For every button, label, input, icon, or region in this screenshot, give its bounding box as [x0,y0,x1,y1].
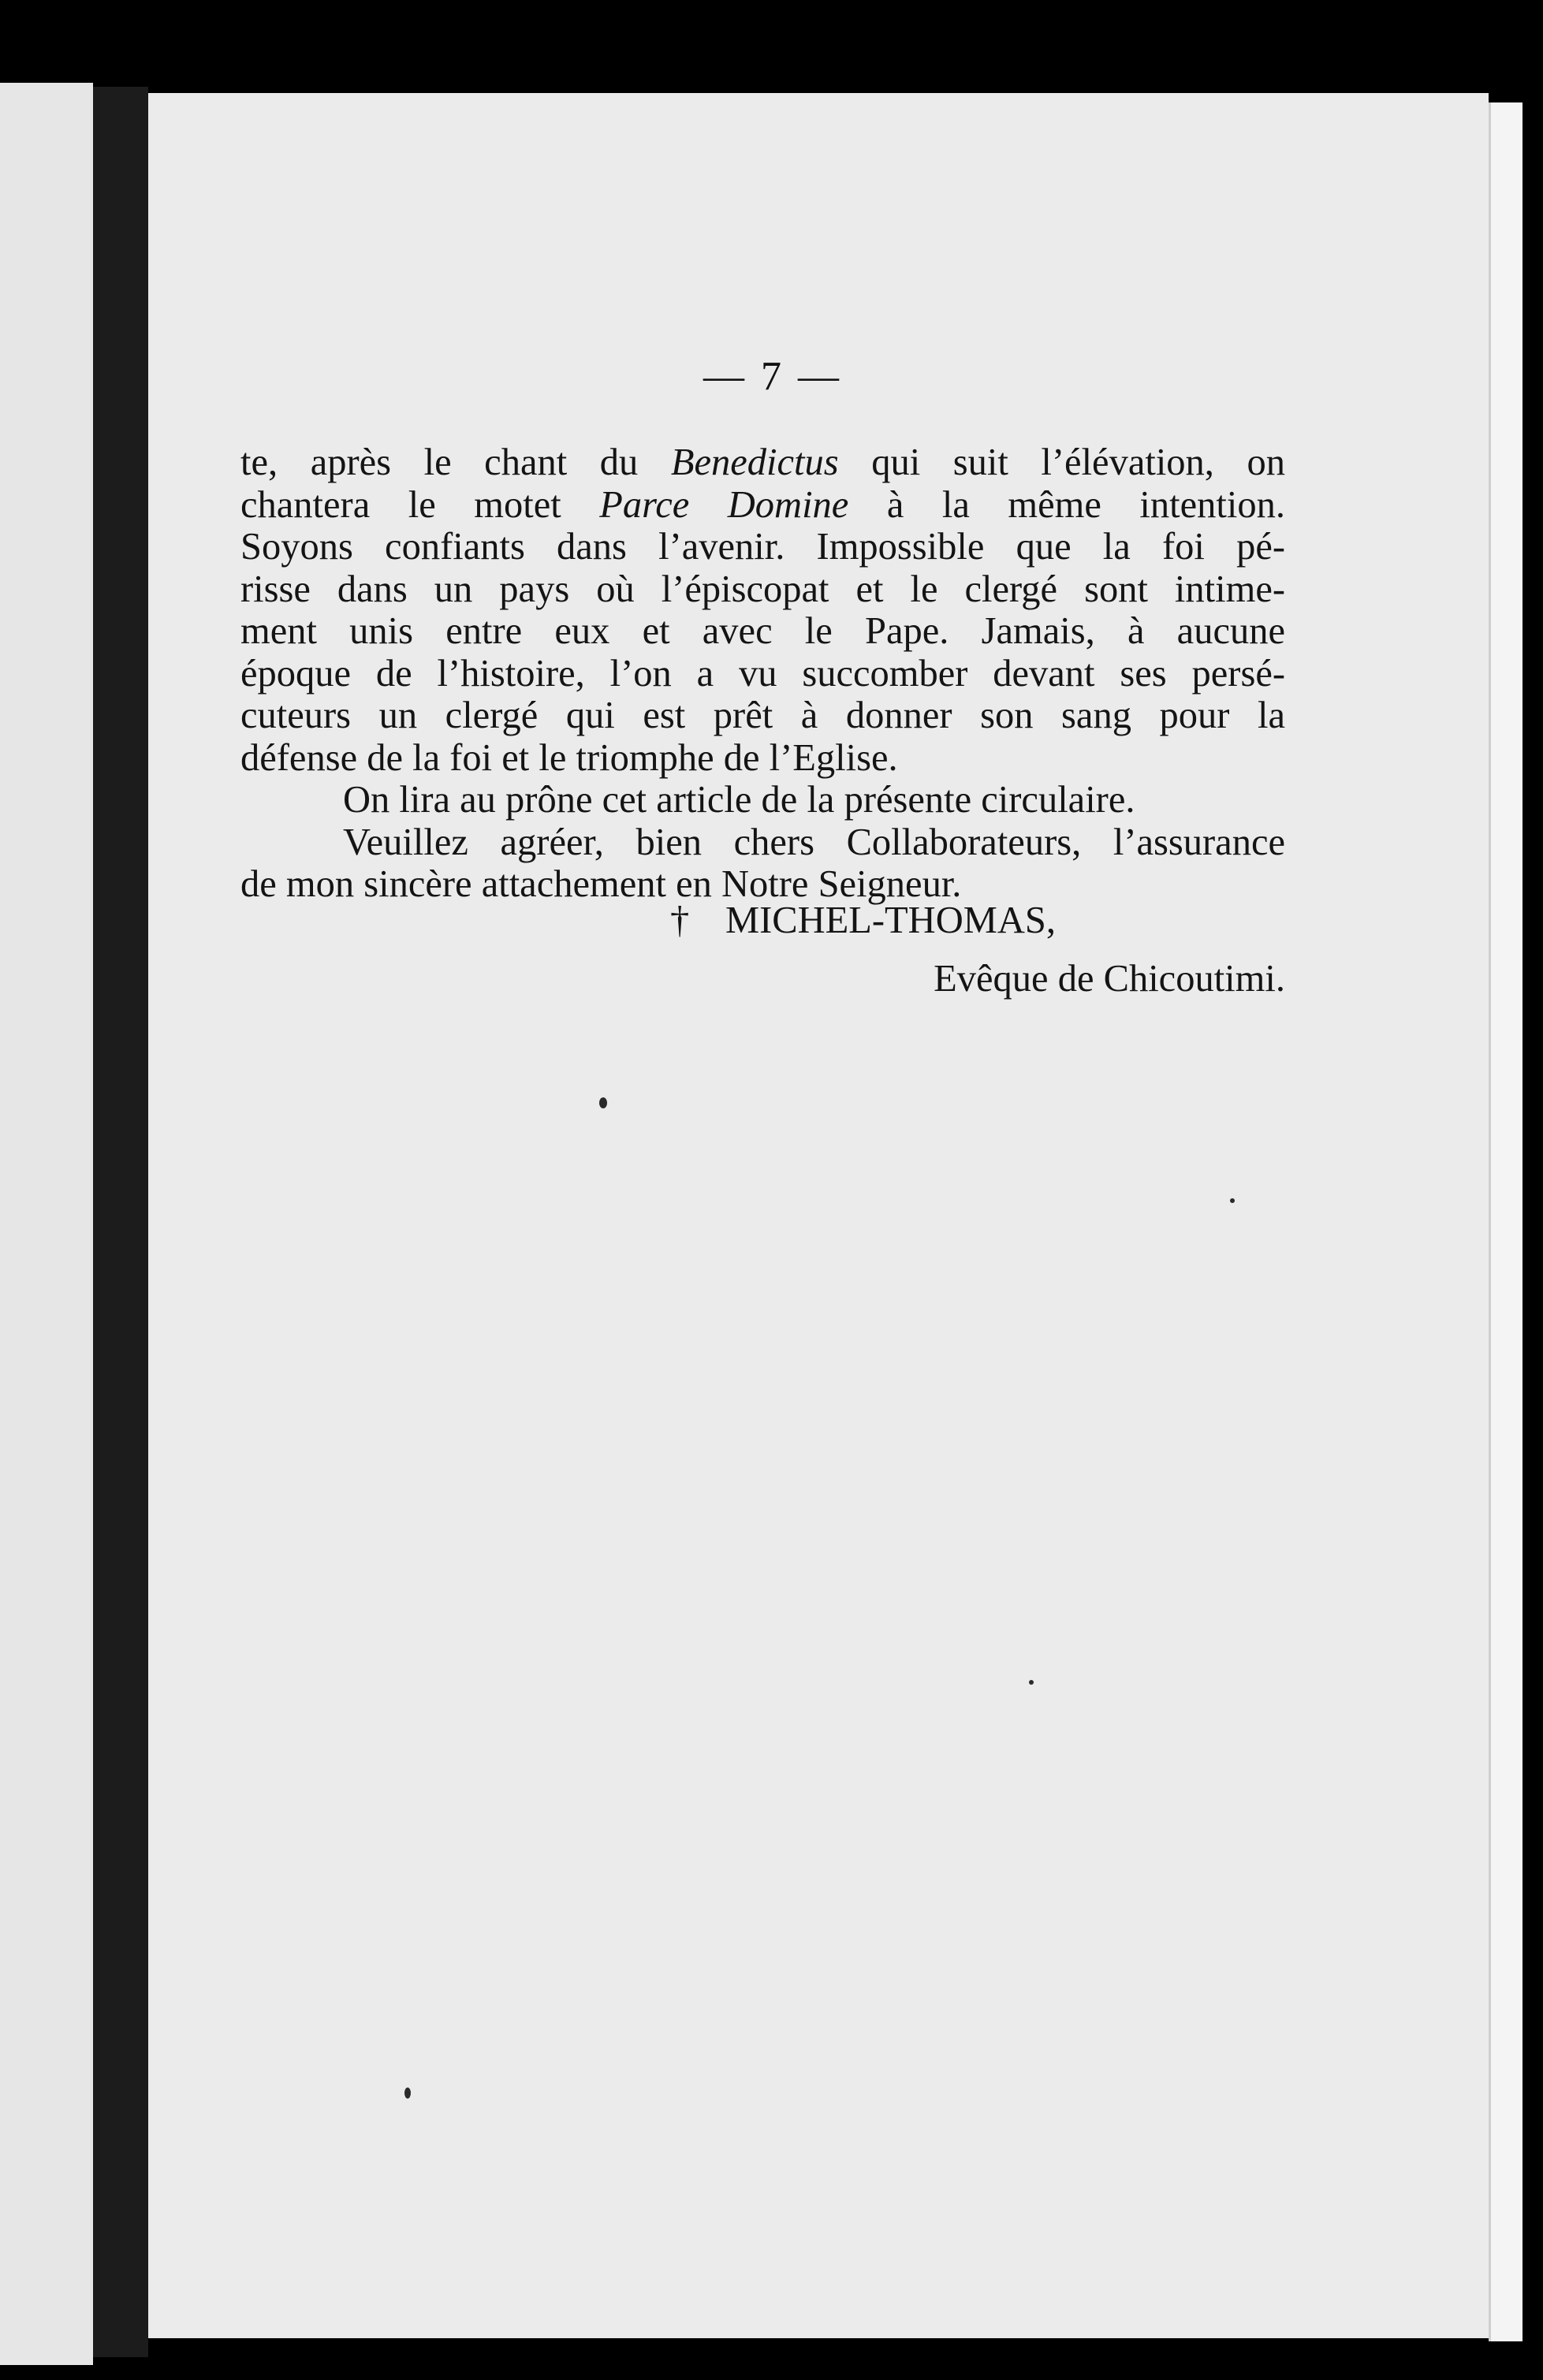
text-line: Soyons confiants dans l’avenir. Impossible que la foi pé- [240,526,1285,568]
text-line: chantera le motet Parce Domine à la même intention. [240,483,1285,526]
print-speck [599,1097,607,1108]
print-speck [404,2088,411,2099]
page-number: — 7 — [703,354,842,399]
text-line: te, après le chant du Benedictus qui suit l’élévation, on [240,441,1285,483]
page-stack-edge [1489,102,1523,2341]
text-line: Veuillez agréer, bien chers Collaborateurs, l’assurance [343,821,1285,863]
print-speck [1230,1198,1235,1203]
paragraph [240,779,1285,821]
paragraph [240,441,1285,779]
text-line: époque de l’histoire, l’on a vu succomber devant ses persé- [240,652,1285,695]
text-line: de mon sincère attachement en Notre Seigneur. [240,863,962,905]
text-line: risse dans un pays où l’épiscopat et le clergé sont intime- [240,568,1285,610]
signatory-name: MICHEL-THOMAS, [725,899,1056,941]
print-speck [1029,1680,1034,1685]
signature-block [670,899,1056,943]
italic-title: Benedictus [670,441,839,483]
paragraph [240,821,1285,906]
signatory-title: Evêque de Chicoutimi. [934,958,1285,1000]
episcopal-cross-icon: † [670,899,690,941]
text-line: ment unis entre eux et avec le Pape. Jamais, à aucune [240,610,1285,652]
italic-title: Parce Domine [599,483,849,526]
text-line: cuteurs un clergé qui est prêt à donner son sang pour la [240,695,1285,736]
book-binding [93,87,148,2357]
text-line: défense de la foi et le triomphe de l’Eglise. [240,736,898,779]
text-line: On lira au prône cet article de la présente circulaire. [343,779,1135,821]
letter-body [240,441,1285,906]
page-sheet [148,93,1489,2338]
facing-page-edge [0,83,93,2365]
